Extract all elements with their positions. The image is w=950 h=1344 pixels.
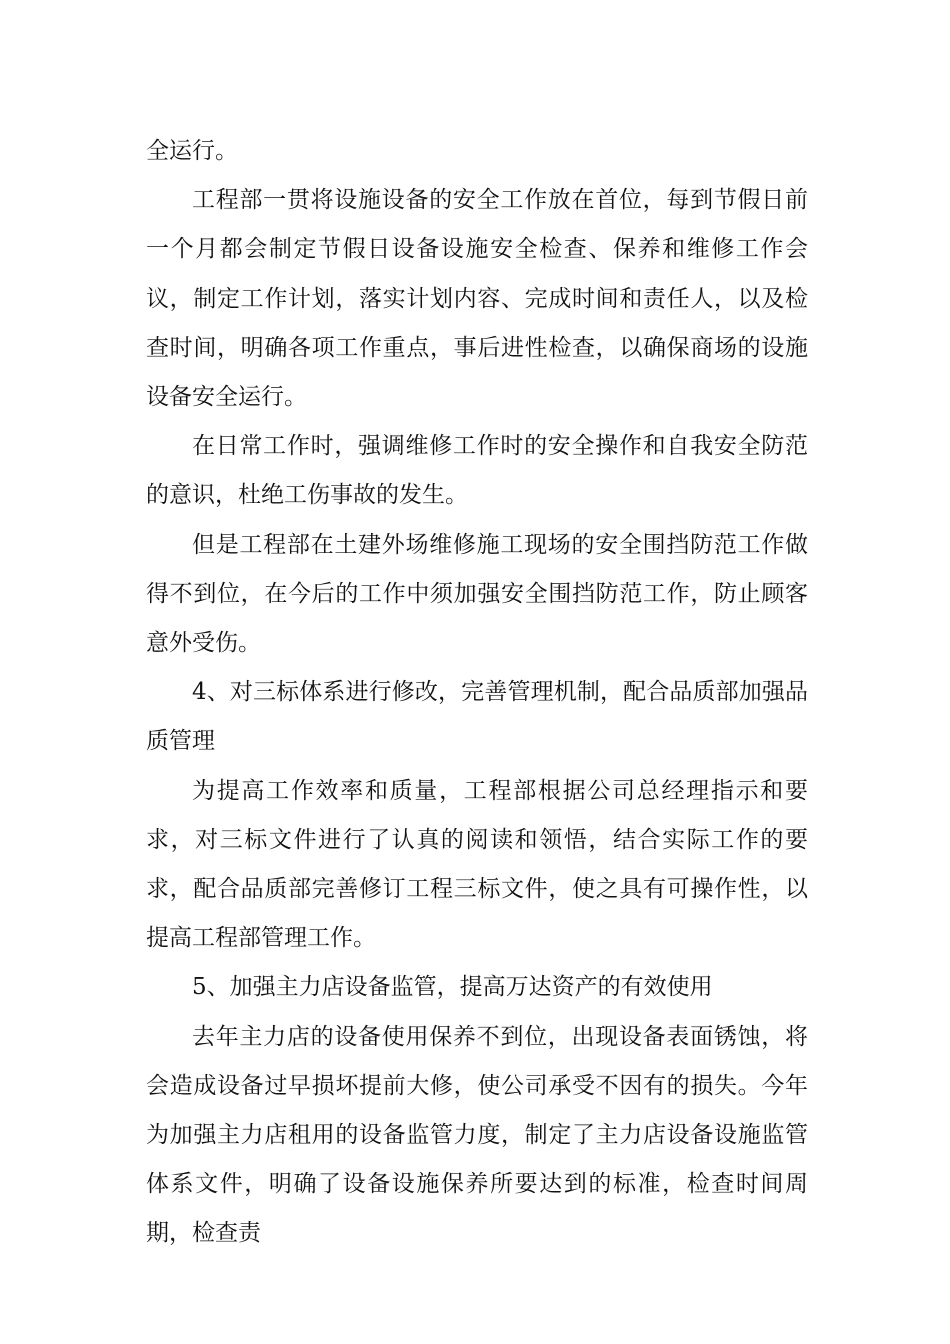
document-body <box>146 127 808 1259</box>
paragraph-three-standards: 为提高工作效率和质量，工程部根据公司总经理指示和要求，对三标文件进行了认真的阅读和领悟，结合实际工作的要求，配合品质部完善修订工程三标文件，使之具有可操作性，以提高工程部管理工作。 <box>146 777 808 952</box>
section-heading-4: 4、对三标体系进行修改，完善管理机制，配合品质部加强品质管理 <box>146 679 808 755</box>
section-heading-5: 5、加强主力店设备监管，提高万达资产的有效使用 <box>192 974 713 1001</box>
paragraph-continuation: 全运行。 <box>146 138 238 164</box>
paragraph-anchor-store-equipment: 去年主力店的设备使用保养不到位，出现设备表面锈蚀，将会造成设备过早损坏提前大修，使公司承受不因有的损失。今年为加强主力店租用的设备监管力度，制定了主力店设备设施监管体系文件，明确了设备设施保养所要达到的标准，检查时间周期，检查责 <box>146 1023 808 1247</box>
paragraph-daily-safety: 在日常工作时，强调维修工作时的安全操作和自我安全防范的意识，杜绝工伤事故的发生。 <box>146 433 808 509</box>
paragraph-enclosure-shortcoming: 但是工程部在土建外场维修施工现场的安全围挡防范工作做得不到位，在今后的工作中须加强安全围挡防范工作，防止顾客意外受伤。 <box>146 531 808 657</box>
paragraph-safety-priority: 工程部一贯将设施设备的安全工作放在首位，每到节假日前一个月都会制定节假日设备设施安全检查、保养和维修工作会议，制定工作计划，落实计划内容、完成时间和责任人，以及检查时间，明确各项工作重点，事后进性检查，以确保商场的设施设备安全运行。 <box>146 187 808 411</box>
